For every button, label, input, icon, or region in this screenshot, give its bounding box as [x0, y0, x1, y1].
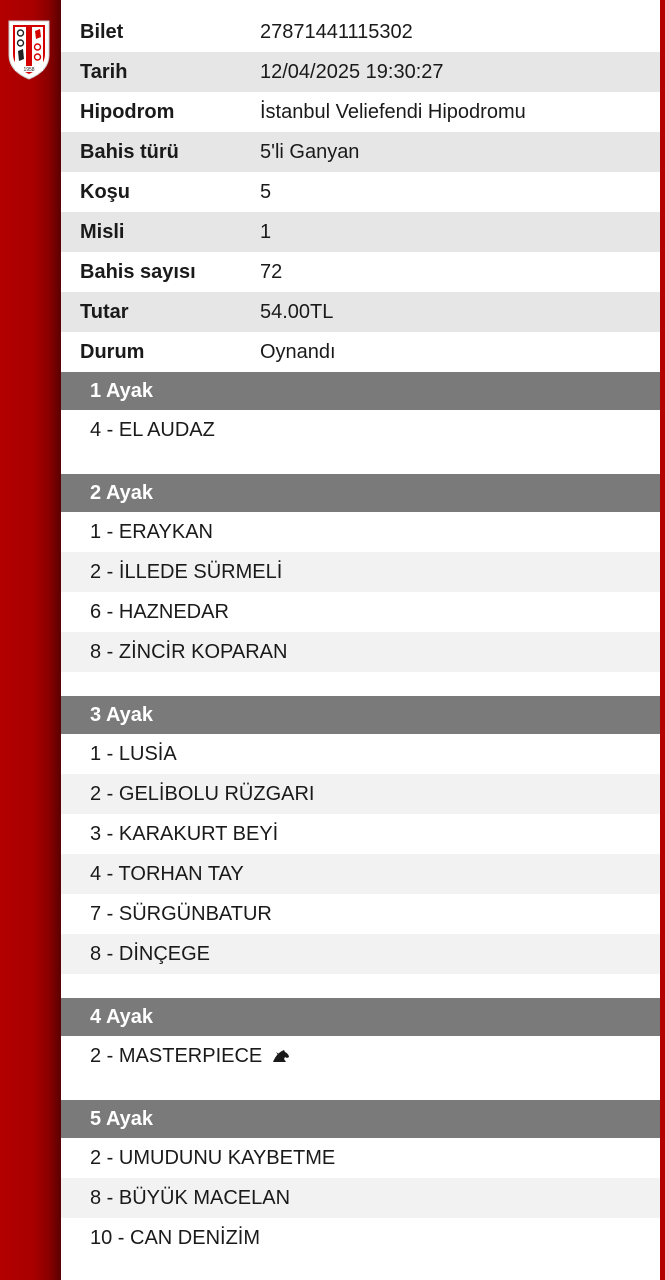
- ticket-info-row: [61, 132, 660, 172]
- horse-name: 8 - DİNÇEGE: [90, 942, 211, 965]
- horse-name: 7 - SÜRGÜNBATUR: [90, 902, 272, 925]
- ticket-info-label: Bilet: [80, 20, 124, 43]
- ticket-info-value: 72: [260, 260, 283, 283]
- leg-header: 3 Ayak: [61, 696, 660, 734]
- leg-spacer: [61, 672, 660, 696]
- horse-row: [61, 552, 660, 592]
- leg-spacer: [61, 974, 660, 998]
- horse-name: 8 - BÜYÜK MACELAN: [90, 1186, 291, 1209]
- legs-list: [61, 372, 660, 1258]
- horse-row: [61, 774, 660, 814]
- ticket-info-row: [61, 292, 660, 332]
- horse-name: 3 - KARAKURT BEYİ: [90, 822, 279, 845]
- ticket-info-value: 1: [260, 220, 272, 243]
- ticket-info-row: [61, 252, 660, 292]
- horse-row: [61, 1178, 660, 1218]
- right-edge-strip: [660, 0, 665, 1280]
- horse-name: 2 - GELİBOLU RÜZGARI: [90, 782, 315, 805]
- ticket-info-label: Bahis sayısı: [80, 260, 196, 283]
- ticket-info-row: [61, 12, 660, 52]
- ticket-info-row: [61, 52, 660, 92]
- horse-row: [61, 1138, 660, 1178]
- horse-name: 2 - İLLEDE SÜRMELİ: [90, 560, 283, 583]
- horse-name: 2 - MASTERPIECE: [90, 1044, 263, 1067]
- leg-header: 2 Ayak: [61, 474, 660, 512]
- ticket-info-row: [61, 172, 660, 212]
- horse-row: [61, 854, 660, 894]
- ticket-info-label: Tutar: [80, 300, 129, 323]
- ticket-info-label: Koşu: [80, 180, 130, 203]
- leg-header: 4 Ayak: [61, 998, 660, 1036]
- horse-row: [61, 512, 660, 552]
- horse-row: [61, 1218, 660, 1258]
- ticket-info-label: Hipodrom: [80, 100, 175, 123]
- leg-header: 1 Ayak: [61, 372, 660, 410]
- ticket-info-row: [61, 92, 660, 132]
- horse-row: [61, 592, 660, 632]
- leg-spacer: [61, 450, 660, 474]
- horse-name: 1 - ERAYKAN: [90, 520, 213, 543]
- sidebar: [0, 0, 61, 1280]
- leg-spacer: [61, 1076, 660, 1100]
- ticket-info-row: [61, 332, 660, 372]
- ticket-info-value: İstanbul Veliefendi Hipodromu: [260, 100, 526, 123]
- svg-text:1958: 1958: [23, 67, 35, 73]
- club-logo-icon[interactable]: [5, 19, 53, 81]
- ticket-info-row: [61, 212, 660, 252]
- horse-row: [61, 410, 660, 450]
- ticket-info-value: 5: [260, 180, 272, 203]
- horse-name: 10 - CAN DENİZİM: [90, 1226, 261, 1249]
- ticket-info-label: Tarih: [80, 60, 128, 83]
- horse-row: [61, 814, 660, 854]
- horse-name: 6 - HAZNEDAR: [90, 600, 229, 623]
- horse-row: [61, 894, 660, 934]
- horse-row: [61, 934, 660, 974]
- horse-name: 4 - EL AUDAZ: [90, 418, 215, 441]
- ticket-info-value: Oynandı: [260, 340, 336, 363]
- horse-name: 8 - ZİNCİR KOPARAN: [90, 640, 288, 663]
- horse-row: [61, 734, 660, 774]
- horse-head-icon: [272, 1049, 290, 1063]
- ticket-info-label: Bahis türü: [80, 140, 179, 163]
- ticket-info-label: Durum: [80, 340, 145, 363]
- ticket-info-value: 27871441115302: [260, 20, 413, 43]
- ticket-info-value: 54.00TL: [260, 300, 334, 323]
- leg-header: 5 Ayak: [61, 1100, 660, 1138]
- horse-name: 4 - TORHAN TAY: [90, 862, 244, 885]
- ticket-info-table: [61, 12, 660, 372]
- horse-row: [61, 1036, 660, 1076]
- horse-name: 2 - UMUDUNU KAYBETME: [90, 1146, 336, 1169]
- horse-row: [61, 632, 660, 672]
- ticket-info-label: Misli: [80, 220, 125, 243]
- ticket-info-value: 5'li Ganyan: [260, 140, 360, 163]
- horse-name: 1 - LUSİA: [90, 742, 177, 765]
- ticket-info-value: 12/04/2025 19:30:27: [260, 60, 444, 83]
- ticket-detail: [61, 12, 660, 1258]
